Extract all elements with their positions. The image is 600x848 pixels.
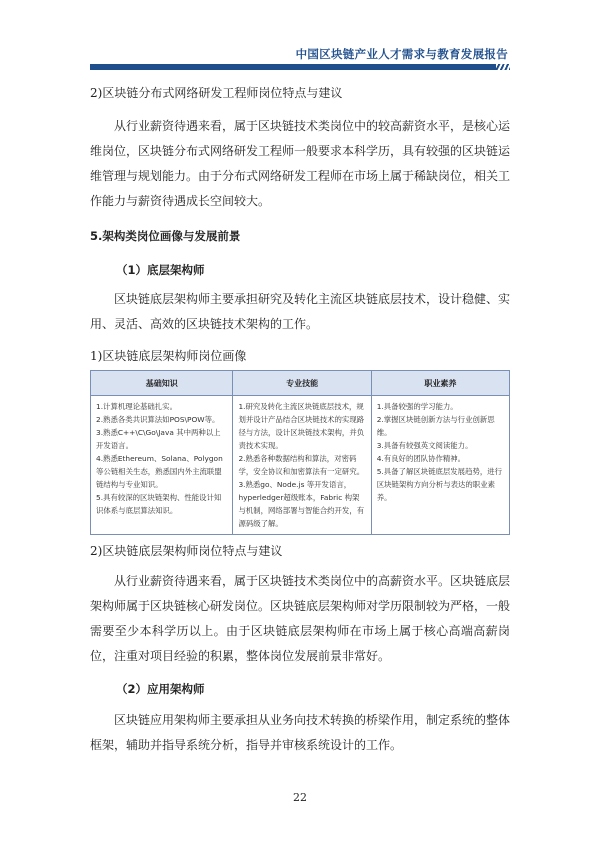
- table-header-row: [91, 371, 510, 396]
- block-bottom-features-text: [90, 569, 510, 669]
- running-header-title: 中国区块链产业人才需求与教育发展报告: [295, 47, 508, 61]
- list-item: 1.计算机理论基础扎实。: [96, 402, 177, 411]
- block-section5: [90, 228, 510, 244]
- subheading-app-architect: （2）应用架构师: [116, 682, 205, 696]
- block-distributed: [90, 84, 510, 101]
- list-item: 5.具有较深的区块链架构、性能设计知识体系与底层算法知识。: [96, 493, 222, 515]
- list-item: 5.具备了解区块链底层发展趋势，进行区块链架构方向分析与表达的职业素养。: [376, 467, 503, 502]
- list-item: 4.有良好的团队协作精神。: [376, 454, 466, 463]
- list-item: 2.掌握区块链创新方法与行业创新思维。: [376, 415, 495, 437]
- block-bottom-features-label: [90, 542, 510, 559]
- subheading-distributed-features: 2)区块链分布式网络研发工程师岗位特点与建议: [90, 86, 343, 100]
- block-distributed-text: [90, 114, 510, 214]
- list-item: 2.熟悉各类共识算法如POS\POW等。: [96, 415, 220, 424]
- list-item: 3.熟悉go、Node.js 等开发语言，hyperledger超级账本，Fabric 构架与机制，网络部署与智能合约开发，有源码级了解。: [238, 480, 365, 528]
- table-header-professional-quality: 职业素养: [371, 371, 509, 396]
- header-rule: [90, 64, 510, 70]
- page-number: 22: [293, 791, 307, 804]
- table-cell-professional-quality: [371, 396, 509, 535]
- section-heading-architecture: 5.架构类岗位画像与发展前景: [90, 229, 241, 243]
- bottom-architect-portrait-table: [90, 370, 510, 535]
- block-bottom-intro: [90, 287, 510, 337]
- list-item: 2.熟悉各种数据结构和算法，对密码学，安全协议和加密算法有一定研究。: [238, 454, 365, 476]
- paragraph-bottom-architect-features: 从行业薪资待遇来看，属于区块链技术类岗位中的高薪资水平。区块链底层架构师属于区块链核心研发岗位。区块链底层架构师对学历限制较为严格，一般需要至少本科学历以上。由于区块链底层架构师在市场上属于核心高端高薪岗位，注重对项目经验的积累，整体岗位发展前景非常好。: [90, 574, 511, 663]
- list-item: 1.具备较强的学习能力。: [376, 402, 458, 411]
- list-item: 3.具备有较强英文阅读能力。: [376, 441, 473, 450]
- table-row: [91, 396, 510, 535]
- block-bottom-architect: [90, 262, 510, 278]
- subheading-bottom-architect-portrait: 1)区块链底层架构师岗位画像: [90, 349, 247, 363]
- block-app-architect: [90, 681, 510, 697]
- subheading-bottom-architect: （1）底层架构师: [116, 263, 205, 277]
- subheading-bottom-architect-features: 2)区块链底层架构师岗位特点与建议: [90, 544, 283, 558]
- paragraph-distributed-features: 从行业薪资待遇来看，属于区块链技术类岗位中的较高薪资水平，是核心运维岗位，区块链分布式网络研发工程师一般要求本科学历，具有较强的区块链运维管理与规划能力。由于分布式网络研发工程师在市场上属于稀缺岗位，相关工作能力与薪资待遇成长空间较大。: [90, 119, 511, 208]
- list-item: 4.熟悉Ethereum、Solana、Polygon等公链相关生态，熟悉国内外主流联盟链结构与专业知识。: [96, 454, 223, 489]
- paragraph-bottom-architect-intro: 区块链底层架构师主要承担研究及转化主流区块链底层技术，设计稳健、实用、灵活、高效的区块链技术架构的工作。: [90, 292, 511, 331]
- table-cell-basic-knowledge: [91, 396, 233, 535]
- block-app-intro: [90, 708, 510, 758]
- table-header-professional-skills: 专业技能: [233, 371, 371, 396]
- table-header-basic-knowledge: 基础知识: [91, 371, 233, 396]
- list-item: 1.研究及转化主流区块链底层技术，规划并设计产品结合区块链技术的实现路径与方法，设计区块链技术架构，并负责技术实现。: [238, 402, 365, 450]
- block-portrait-label: [90, 347, 510, 364]
- list-item: 3.熟悉C++\C\Go\Java 其中两种以上开发语言。: [96, 428, 221, 450]
- table-cell-professional-skills: [233, 396, 371, 535]
- paragraph-app-architect-intro: 区块链应用架构师主要承担从业务向技术转换的桥梁作用，制定系统的整体框架，辅助并指导系统分析，指导并审核系统设计的工作。: [90, 713, 511, 752]
